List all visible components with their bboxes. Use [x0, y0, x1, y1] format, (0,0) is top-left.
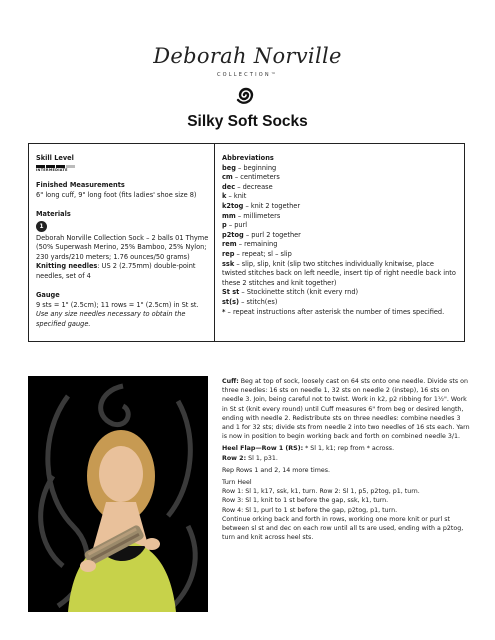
brand-logo-collection: COLLECTION™: [216, 72, 279, 78]
needles-text: : US 2 (2.75mm) double-point needles, set of 4: [36, 262, 196, 280]
materials-text: Deborah Norville Collection Sock – 2 balls 01 Thyme (50% Superwash Merino, 25% Bamboo, 25% Nylon; 230 yards/210 meters; 1.76 ounces/50 grams): [36, 233, 209, 261]
page-title: Silky Soft Socks: [187, 113, 308, 130]
box-divider: [214, 144, 215, 341]
measurements-heading: Finished Measurements: [36, 181, 125, 190]
heel-flap-repeat: Rep Rows 1 and 2, 14 more times.: [222, 466, 331, 474]
abbreviation-item: beg – beginning: [222, 163, 277, 172]
gauge-heading: Gauge: [36, 291, 60, 300]
abbreviation-item: k – knit: [222, 192, 247, 201]
abbreviation-item: * – repeat instructions after asterisk the number of times specified.: [222, 307, 445, 316]
abbreviation-item: rem – remaining: [222, 240, 278, 249]
instructions-text: [222, 377, 472, 545]
info-left-column: [36, 154, 210, 330]
abbreviation-item: rep – repeat; sl – slip: [222, 249, 292, 258]
skill-level-label: INTERMEDIATE: [36, 167, 68, 172]
gauge-text: 9 sts = 1" (2.5cm); 11 rows = 1" (2.5cm) in St st.: [36, 300, 199, 309]
abbreviation-item: dec – decrease: [222, 182, 273, 191]
yarn-weight-icon: 1: [36, 221, 47, 232]
needles-line: [36, 262, 210, 281]
abbreviations-column: [222, 154, 460, 317]
swirl-logo-icon: [233, 84, 259, 106]
turn-heel-block: Turn Heel Row 1: Sl 1, k17, ssk, k1, turn. Row 2: Sl 1, p5, p2tog, p1, turn. Row 3: Sl 1, knit to 1 st before the gap, ssk, k1, turn. Row 4: Sl 1, purl to 1 st before the gap, p2tog, p1, turn. Continue orking back and forth in rows, working one more knit or purl st between sl st and dec on each row until all ts are used, ending with a p2tog, turn and knit across heel sts.: [222, 479, 464, 542]
gauge-note: Use any size needles necessary to obtain the specified gauge.: [36, 310, 186, 328]
abbreviation-item: st(s) – stitch(es): [222, 297, 278, 306]
abbreviation-item: mm – millimeters: [222, 211, 281, 220]
brand-logo-name: Deborah Norville: [153, 44, 342, 68]
abbreviations-heading: Abbreviations: [222, 154, 274, 162]
abbreviation-item: k2tog – knit 2 together: [222, 201, 301, 210]
info-box: [28, 143, 465, 342]
measurements-text: 6" long cuff, 9" long foot (fits ladies' shoe size 8): [36, 190, 197, 199]
heel-flap-row1: Heel Flap—Row 1 (RS): * Sl 1, k1; rep from * across. Row 2: Sl 1, p31.: [222, 445, 395, 462]
needles-label: Knitting needles: [36, 262, 98, 271]
abbreviation-item: cm – centimeters: [222, 173, 280, 182]
model-photo: [28, 376, 208, 612]
abbreviation-item: St st – Stockinette stitch (knit every rnd): [222, 288, 359, 297]
model-photo-illustration: [28, 376, 208, 612]
materials-heading: Materials: [36, 209, 71, 218]
abbreviation-item: p2tog – purl 2 together: [222, 230, 301, 239]
skill-heading: Skill Level: [36, 154, 74, 162]
abbreviation-item: p – purl: [222, 221, 248, 230]
abbreviation-item: ssk – slip, slip, knit (slip two stitches individually knitwise, place twisted stitches back on left needle, insert tip of right needle back into these 2 stitches and knit together): [222, 259, 456, 287]
cuff-paragraph: Cuff: Beg at top of sock, loosely cast on 64 sts onto one needle. Divide sts on three needles: 16 sts on needle 1, 32 sts on needle 2 (instep), 16 sts on needle 3. Join, being careful not to twist. Work in k2, p2 ribbing for 1½". Work in St st (knit every round) until Cuff measures 6" from beg or desired length, ending with needle 2. Redistribute sts on three needles: combine needles 3 and 1 for 32 sts; divide sts from needle 2 into two needles of 16 sts each. Yarn is now in position to begin working back and forth on combined needle 3/1.: [222, 378, 470, 441]
turn-heel-heading: Turn Heel: [222, 479, 252, 487]
